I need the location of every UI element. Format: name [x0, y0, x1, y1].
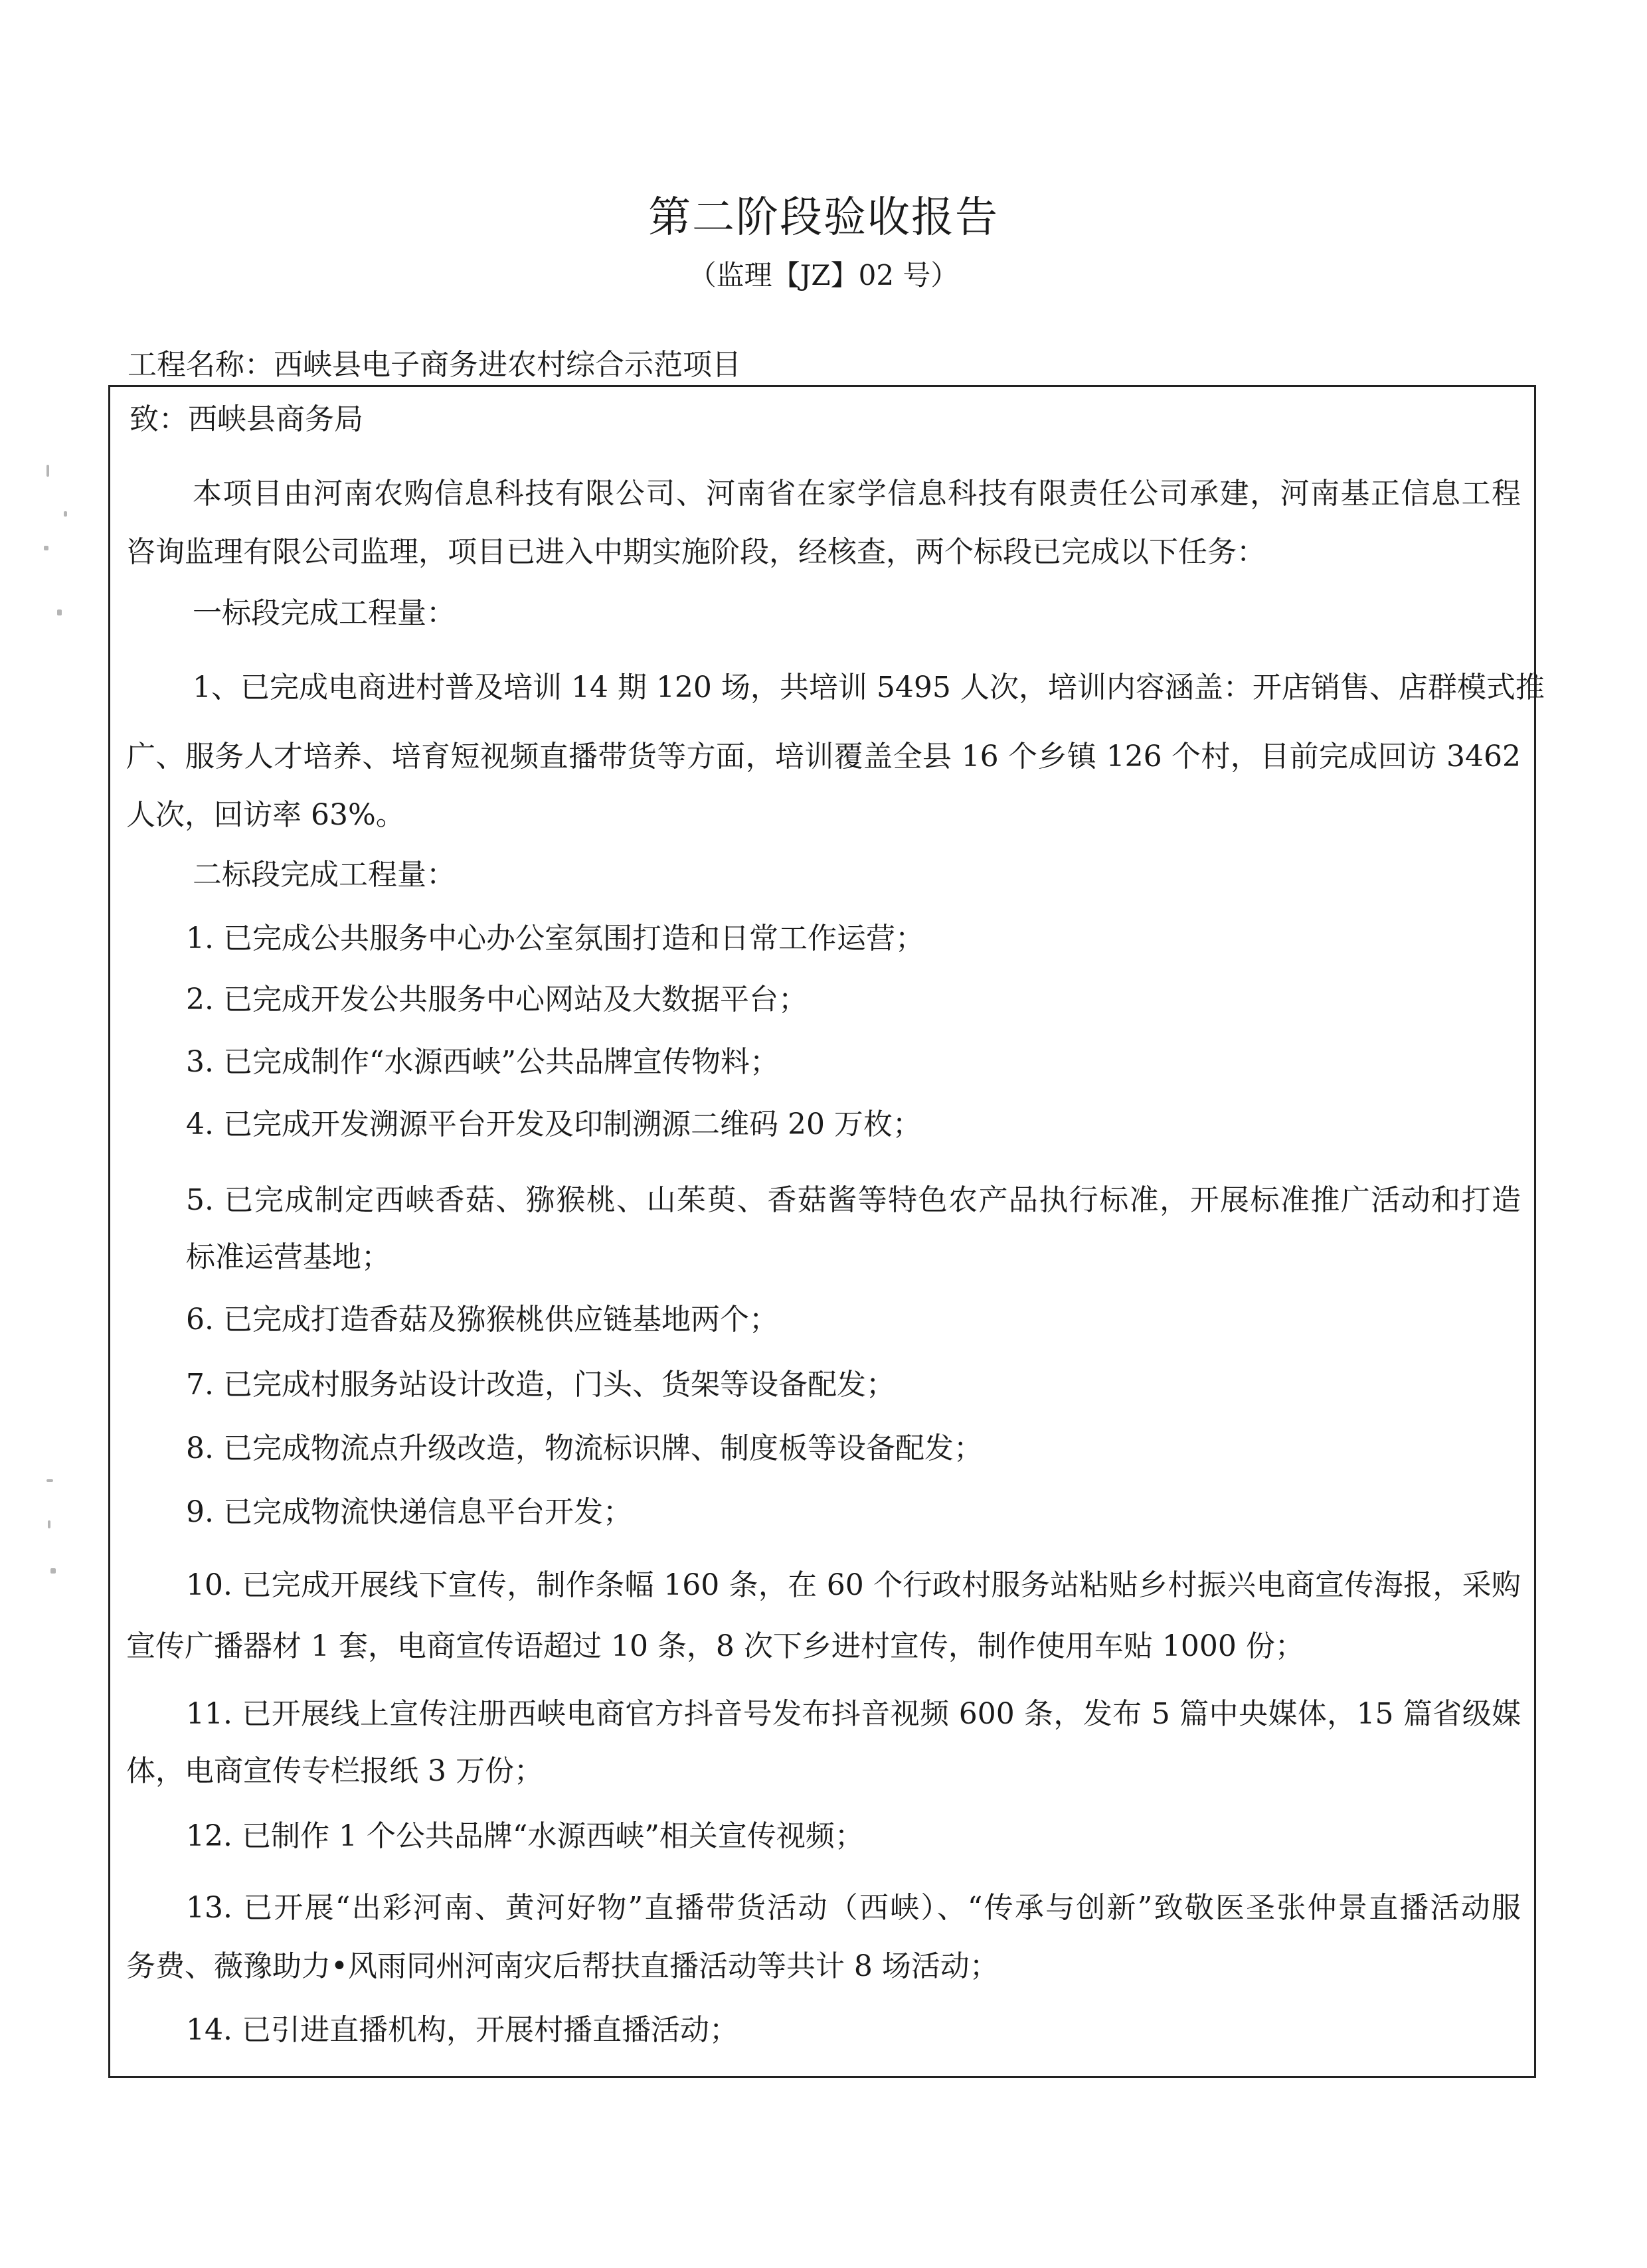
list-item: 5. 已完成制定西峡香菇、猕猴桃、山茱萸、香菇酱等特色农产品执行标准，开展标准推广活动和打造: [186, 1183, 1521, 1217]
list-item: 1. 已完成公共服务中心办公室氛围打造和日常工作运营；: [186, 922, 924, 955]
list-item-continuation: 标准运营基地；: [186, 1240, 390, 1274]
body-line-5: 广、服务人才培养、培育短视频直播带货等方面，培训覆盖全县 16 个乡镇 126 个村，目前完成回访 3462: [126, 740, 1521, 773]
scan-artifact: [57, 609, 62, 615]
list-item: 3. 已完成制作“水源西峡”公共品牌宣传物料；: [186, 1045, 779, 1079]
scan-artifact: [50, 1568, 56, 1574]
list-item: 6. 已完成打造香菇及猕猴桃供应链基地两个；: [186, 1303, 778, 1336]
list-item: 12. 已制作 1 个公共品牌“水源西峡”相关宣传视频；: [186, 1819, 864, 1853]
list-item-continuation: 体，电商宣传专栏报纸 3 万份；: [126, 1754, 543, 1788]
list-item: 4. 已完成开发溯源平台开发及印制溯源二维码 20 万枚；: [186, 1107, 922, 1141]
list-item: 11. 已开展线上宣传注册西峡电商官方抖音号发布抖音视频 600 条，发布 5 篇中央媒体，15 篇省级媒: [186, 1697, 1521, 1731]
body-line-4: 1、已完成电商进村普及培训 14 期 120 场，共培训 5495 人次，培训内容涵盖：开店销售、店群模式推: [193, 671, 1545, 704]
list-item: 8. 已完成物流点升级改造，物流标识牌、制度板等设备配发；: [186, 1431, 983, 1465]
scan-artifact: [64, 511, 67, 517]
recipient-line: 致：西峡县商务局: [130, 402, 363, 436]
list-item: 14. 已引进直播机构，开展村播直播活动；: [186, 2013, 738, 2047]
scan-artifact: [46, 465, 49, 477]
report-title: 第二阶段验收报告: [648, 193, 999, 242]
list-item: 10. 已完成开展线下宣传，制作条幅 160 条，在 60 个行政村服务站粘贴乡村振兴电商宣传海报，采购: [186, 1568, 1521, 1602]
document-number: （监理【JZ】02 号）: [688, 259, 959, 291]
list-item: 2. 已完成开发公共服务中心网站及大数据平台；: [186, 983, 808, 1016]
scan-artifact: [44, 546, 48, 550]
body-line-1: 本项目由河南农购信息科技有限公司、河南省在家学信息科技有限责任公司承建，河南基正信息工程: [193, 477, 1521, 511]
list-item-continuation: 务费、薇豫助力•风雨同州河南灾后帮扶直播活动等共计 8 场活动；: [126, 1949, 999, 1983]
list-item: 9. 已完成物流快递信息平台开发；: [186, 1495, 632, 1529]
list-item-continuation: 宣传广播器材 1 套，电商宣传语超过 10 条，8 次下乡进村宣传，制作使用车贴 1000 份；: [126, 1629, 1304, 1663]
scan-artifact: [46, 1479, 53, 1482]
project-name: 工程名称：西峡县电子商务进农村综合示范项目: [128, 348, 741, 382]
body-line-6: 人次，回访率 63%。: [126, 798, 405, 832]
list-item: 13. 已开展“出彩河南、黄河好物”直播带货活动（西峡）、“传承与创新”致敬医圣张仲景直播活动服: [186, 1891, 1521, 1925]
section-heading-lot-1: 一标段完成工程量：: [193, 596, 456, 630]
section-heading-lot-2: 二标段完成工程量：: [193, 858, 456, 892]
list-item: 7. 已完成村服务站设计改造，门头、货架等设备配发；: [186, 1368, 895, 1402]
body-line-2: 咨询监理有限公司监理，项目已进入中期实施阶段，经核查，两个标段已完成以下任务：: [126, 535, 1266, 569]
scan-artifact: [48, 1520, 50, 1528]
